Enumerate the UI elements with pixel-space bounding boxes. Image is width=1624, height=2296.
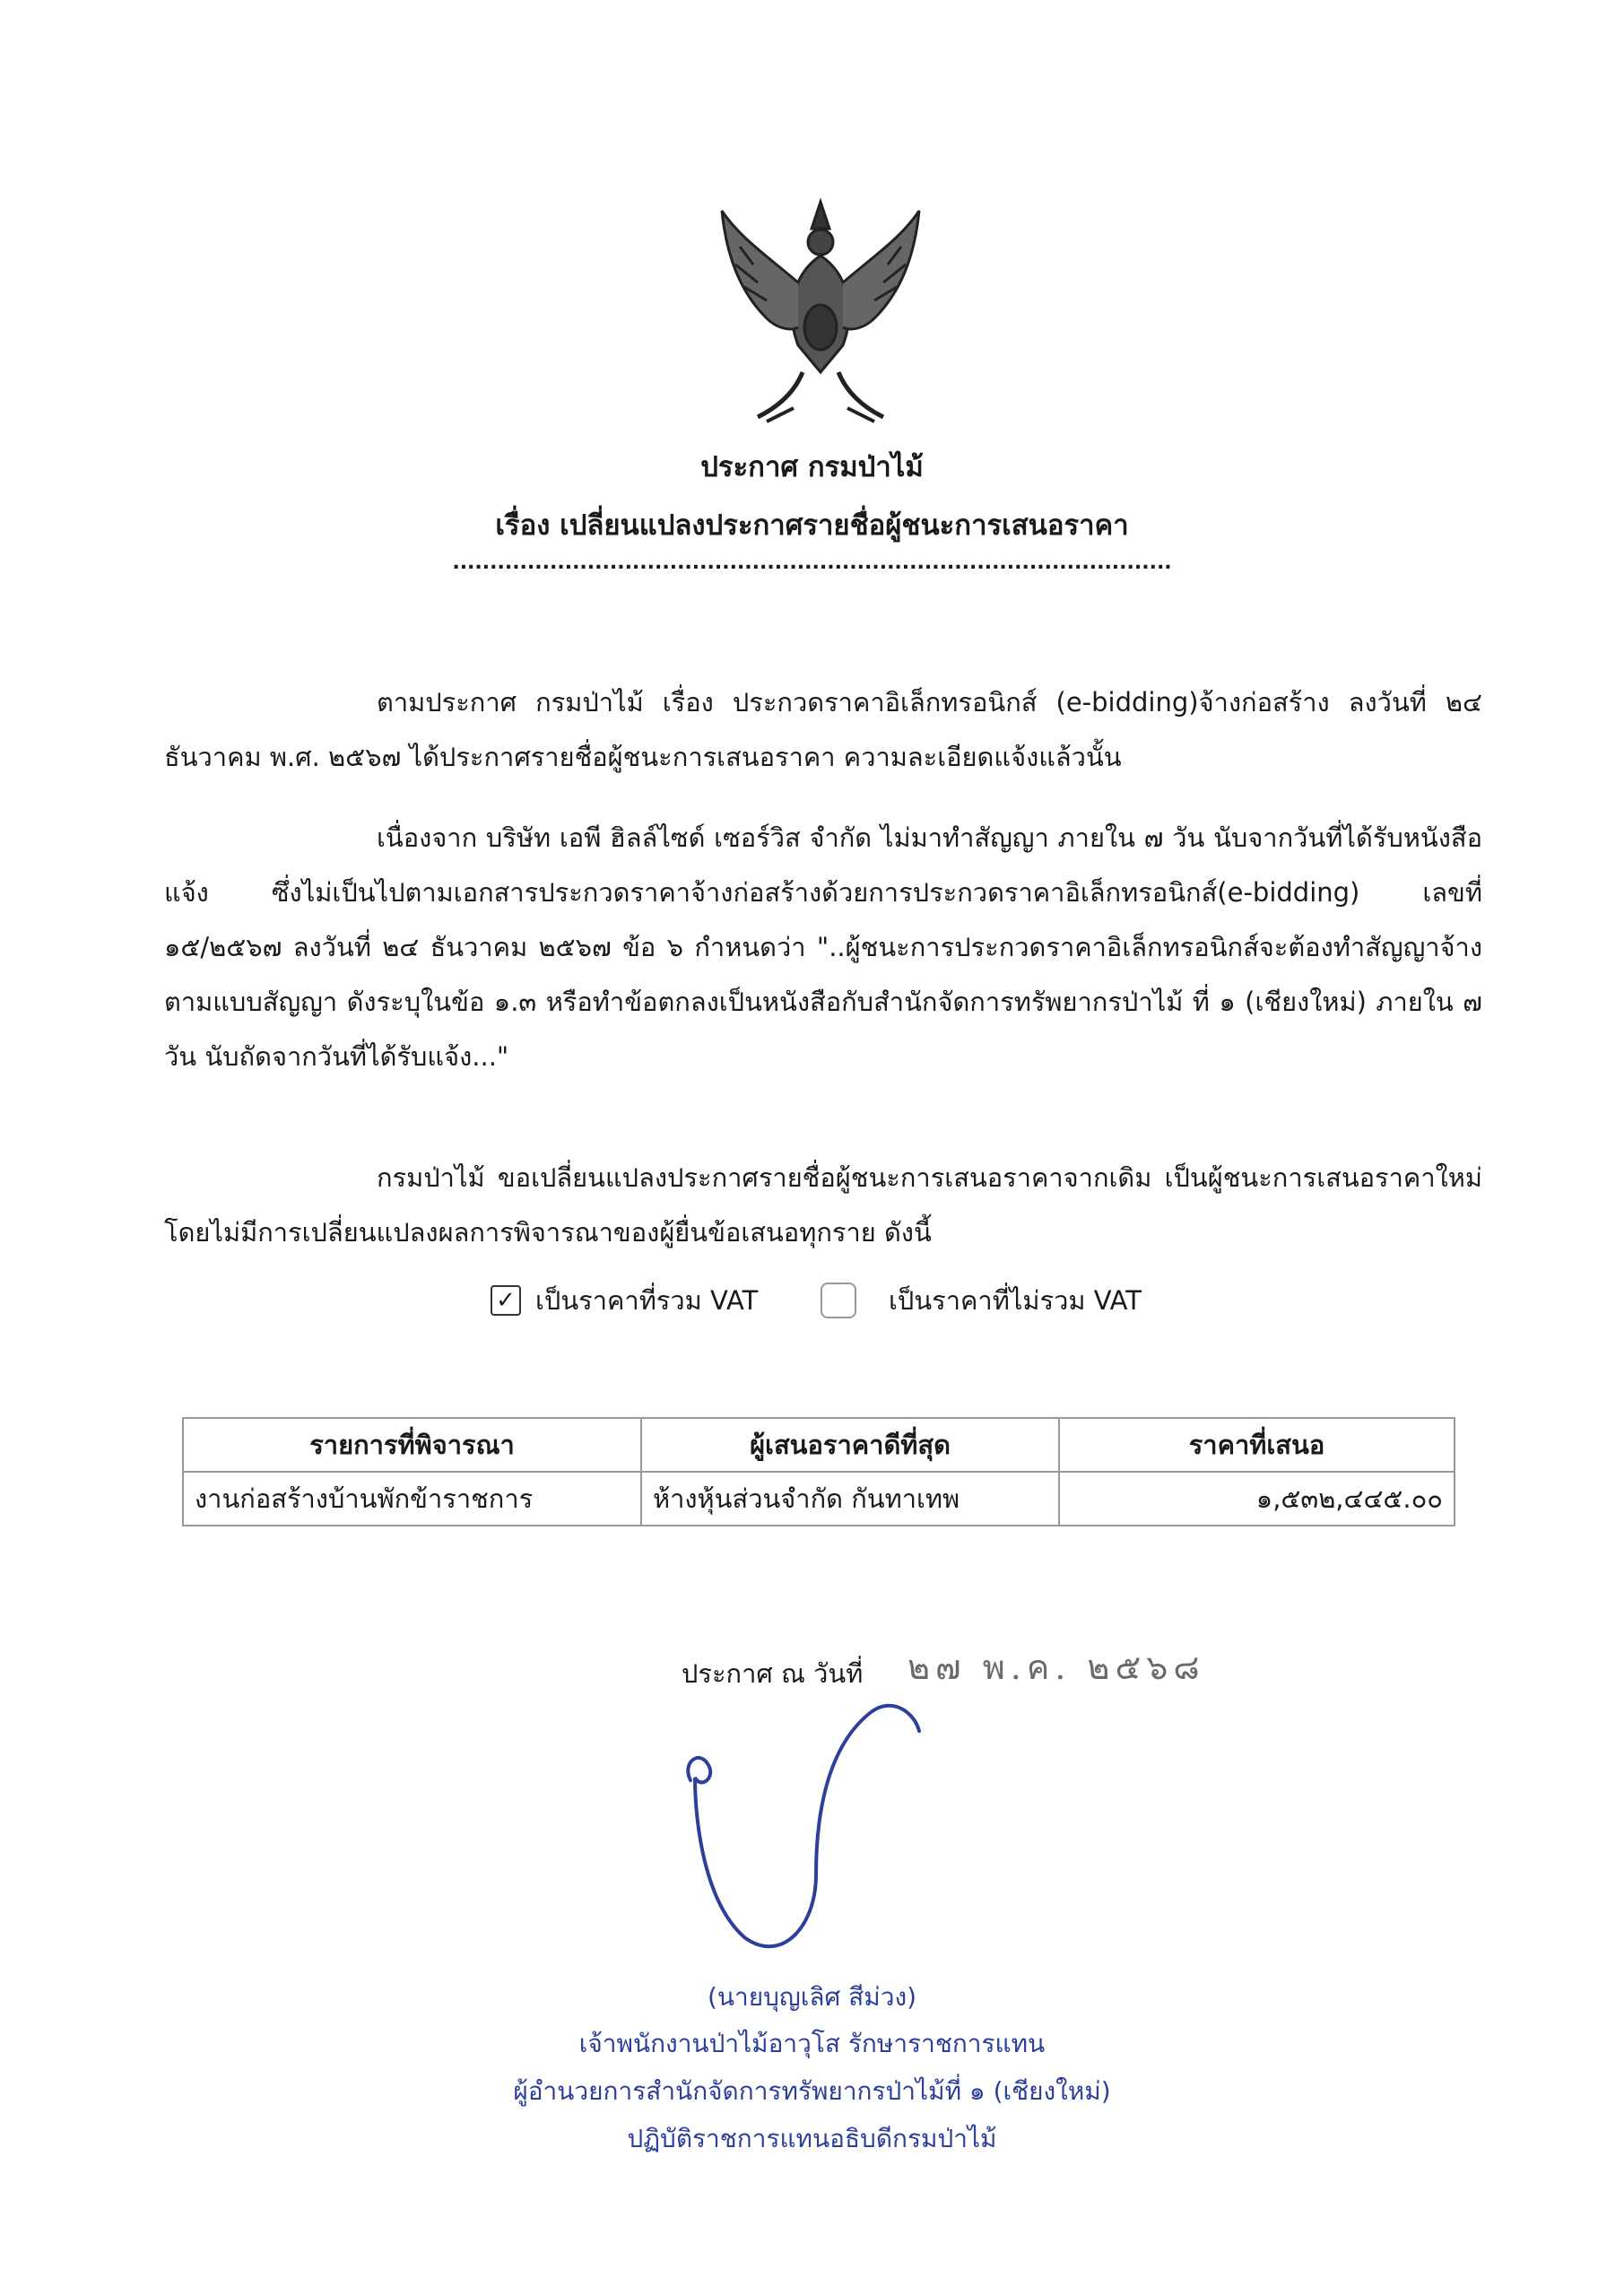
checked-box-icon: ✓: [491, 1285, 521, 1316]
vat-included-option: [491, 1280, 758, 1321]
handwritten-signature: [646, 1695, 1022, 1982]
announce-date-label: ประกาศ ณ วันที่: [682, 1658, 864, 1689]
vat-excluded-option: [821, 1280, 1142, 1321]
cell-price: ๑,๕๓๒,๔๔๕.๐๐: [1059, 1472, 1455, 1526]
paragraph-3-text: กรมป่าไม้ ขอเปลี่ยนแปลงประกาศรายชื่อผู้ชนะการเสนอราคาจากเดิม เป็นผู้ชนะการเสนอราคาใหม่ โดยไม่มีการเปลี่ยนแปลงผลการพิจารณาของผู้ยื่นข้อเสนอทุกราย ดังนี้: [164, 1162, 1482, 1248]
garuda-emblem: [713, 193, 928, 430]
column-header-bidder: ผู้เสนอราคาดีที่สุด: [641, 1418, 1059, 1472]
table-header-row: [183, 1418, 1455, 1472]
cell-bidder: ห้างหุ้นส่วนจำกัด กันทาเทพ: [641, 1472, 1059, 1526]
bid-result-table: [182, 1417, 1455, 1526]
signatory-name: (นายบุญเลิศ สีม่วง): [707, 1982, 917, 2012]
cell-item: งานก่อสร้างบ้านพักข้าราชการ: [183, 1472, 641, 1526]
separator-dots: ................................................................................................: [452, 552, 1172, 574]
paragraph-2-text: เนื่องจาก บริษัท เอพี ฮิลล์ไซด์ เซอร์วิส จำกัด ไม่มาทำสัญญา ภายใน ๗ วัน นับจากวันที่ได้รับหนังสือแจ้ง ซึ่งไม่เป็นไปตามเอกสารประกวดราคาจ้างก่อสร้างด้วยการประกวดราคาอิเล็กทรอนิกส์(e-bidding) เลขที่ ๑๕/๒๕๖๗ ลงวันที่ ๒๔ ธันวาคม ๒๕๖๗ ข้อ ๖ กำหนดว่า "..ผู้ชนะการประกวดราคาอิเล็กทรอนิกส์จะต้องทำสัญญาจ้างตามแบบสัญญา ดังระบุในข้อ ๑.๓ หรือทำข้อตกลงเป็นหนังสือกับสำนักจัดการทรัพยากรป่าไม้ ที่ ๑ (เชียงใหม่) ภายใน ๗ วัน นับถัดจากวันที่ได้รับแจ้ง...": [164, 822, 1482, 1072]
column-header-item: รายการที่พิจารณา: [183, 1418, 641, 1472]
announcement-subject: เรื่อง เปลี่ยนแปลงประกาศรายชื่อผู้ชนะการเสนอราคา: [495, 509, 1129, 542]
paragraph-3: [164, 1151, 1482, 1260]
paragraph-2: [164, 811, 1482, 1084]
signatory-position-3: ปฏิบัติราชการแทนอธิบดีกรมป่าไม้: [627, 2124, 997, 2153]
paragraph-1-text: ตามประกาศ กรมป่าไม้ เรื่อง ประกวดราคาอิเล็กทรอนิกส์ (e-bidding)จ้างก่อสร้าง ลงวันที่ ๒๔ ธันวาคม พ.ศ. ๒๕๖๗ ได้ประกาศรายชื่อผู้ชนะการเสนอราคา ความละเอียดแจ้งแล้วนั้น: [164, 687, 1482, 772]
vat-excluded-label: เป็นราคาที่ไม่รวม VAT: [889, 1285, 1142, 1316]
vat-included-label: เป็นราคาที่รวม VAT: [535, 1285, 759, 1316]
unchecked-box-icon: [821, 1283, 856, 1318]
column-header-price: ราคาที่เสนอ: [1059, 1418, 1455, 1472]
signatory-position-2: ผู้อำนวยการสำนักจัดการทรัพยากรป่าไม้ที่ ๑ (เชียงใหม่): [513, 2076, 1111, 2106]
announcement-title: ประกาศ กรมป่าไม้: [700, 451, 924, 483]
stamped-date: ๒๗ พ.ค. ๒๕๖๘: [908, 1648, 1205, 1687]
paragraph-1: [164, 675, 1482, 785]
table-row: [183, 1472, 1455, 1526]
signatory-position-1: เจ้าพนักงานป่าไม้อาวุโส รักษาราชการแทน: [578, 2029, 1046, 2058]
